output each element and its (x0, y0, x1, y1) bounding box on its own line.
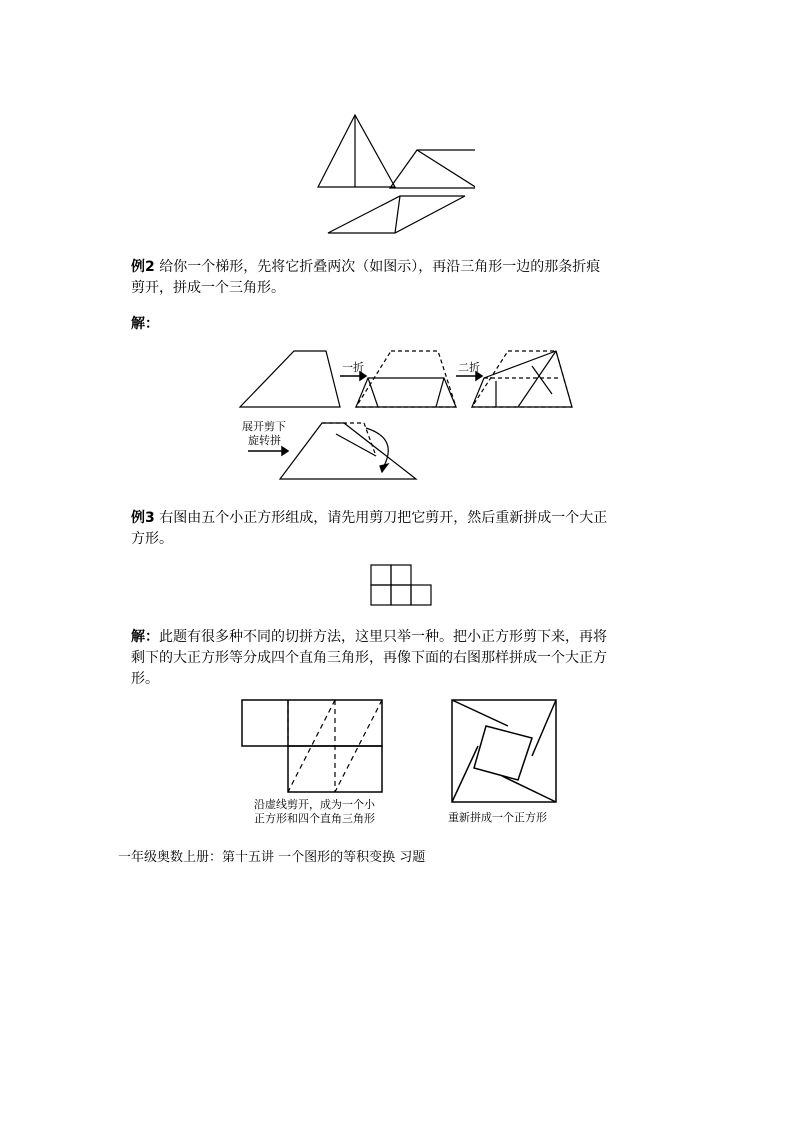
solution3-paragraph (131, 627, 701, 690)
page-footer: 一年级奥数上册：第十五讲 一个图形的等积变换 习题 (118, 850, 426, 865)
reassembled-square-figure (446, 698, 566, 828)
step3-label-line1: 展开剪下 (242, 420, 286, 433)
cut-diagram-figure (240, 698, 390, 826)
inner-small-square (474, 726, 532, 780)
example2-label: 例2 (131, 259, 155, 275)
example3-label: 例3 (131, 510, 155, 526)
fold2-shape (472, 351, 572, 407)
step3-arrow-head (282, 447, 288, 455)
solution2-label: 解： (131, 316, 159, 332)
trapezoid-original (240, 351, 340, 407)
fold2-label: 二折 (458, 361, 480, 374)
fold1-label: 一折 (342, 361, 364, 374)
example2-text-line2: 剪开，拼成一个三角形。 (131, 280, 285, 296)
triangle-shape (318, 115, 395, 187)
fold1-dashed-outline (356, 351, 456, 407)
example3-text-line2: 方形。 (131, 531, 173, 547)
solution3-text-line3: 形。 (131, 671, 159, 687)
rotate-arrow-head (380, 464, 388, 472)
example3-text-line1: 右图由五个小正方形组成，请先用剪刀把它剪开，然后重新拼成一个大正 (159, 510, 608, 526)
top-shapes-figure (315, 110, 475, 240)
trapezoid-fold-figure (236, 346, 586, 486)
parallelogram-lower (328, 196, 465, 233)
example2-paragraph (131, 257, 691, 299)
step3-label-line2: 旋转拼 (248, 434, 281, 447)
example3-paragraph (131, 508, 691, 550)
cut-caption-line2: 正方形和四个直角三角形 (254, 812, 375, 825)
fold2-dashed-outline (472, 351, 572, 407)
example2-text-line1: 给你一个梯形，先将它折叠两次（如图示），再沿三角形一边的那条折痕 (159, 259, 601, 275)
solution2-label-block (131, 314, 159, 335)
rotate-arrow-curve (366, 428, 388, 466)
parallelogram-upper (390, 150, 475, 188)
solution3-text-line1: 此题有很多种不同的切拼方法，这里只举一种。把小正方形剪下来，再将 (159, 629, 607, 645)
parallelogram-upper-diagonal (417, 150, 475, 188)
five-squares-figure (370, 564, 436, 608)
cut-caption-line1: 沿虚线剪开，成为一个小 (254, 798, 375, 811)
solution3-text-line2: 剩下的大正方形等分成四个直角三角形，再像下面的右图那样拼成一个大正方 (131, 650, 607, 666)
parallelogram-lower-divider (395, 196, 400, 233)
reassembled-caption: 重新拼成一个正方形 (448, 811, 547, 824)
solution3-label: 解： (131, 629, 159, 645)
step3-trapezoid (280, 423, 416, 479)
